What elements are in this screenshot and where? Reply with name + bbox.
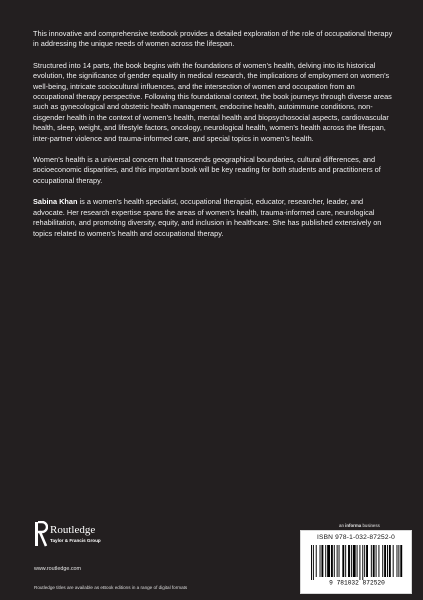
routledge-logo xyxy=(34,521,124,553)
barcode-bar xyxy=(331,545,333,577)
description-paragraph-2: Structured into 14 parts, the book begins with the foundations of women’s health, delving into its historical evolution, the significance of gender equality in medical research, the implications of employment on women’s well-being, intricate sociocultural influences, and the intersection of women and occupation from an occupational therapy perspective. Following this foundational context, the book journeys through diverse areas such as gynecological and obstetric health management, endocrine health, autoimmune conditions, non-cisgender health in the context of women’s health, mental health and biopsychosocial aspects, cardiovascular health, sleep, weight, and lifestyle factors, oncology, neurological health, women’s health across the lifespan, inter-partner violence and trauma-informed care, and special topics in women’s health. xyxy=(33,60,392,143)
publisher-website: www.routledge.com xyxy=(34,566,82,572)
barcode-bar xyxy=(382,545,383,577)
isbn-label: ISBN 978-1-032-87252-0 xyxy=(316,534,396,541)
author-bio-text: is a women’s health specialist, occupational therapist, educator, researcher, leader, and advocate. Her research expertise spans the areas of women’s health, trauma-informed care, neurological rehabilitation, and promoting diversity, equity, and inclusion in healthcare. She has published extensively on topics related to women’s health and occupational therapy. xyxy=(33,197,382,238)
barcode-bar xyxy=(389,545,391,577)
publisher-name: Routledge xyxy=(50,524,96,536)
informa-business-label: an informa business xyxy=(339,523,380,528)
barcode-bar xyxy=(339,545,340,577)
barcode-bar xyxy=(373,545,375,577)
barcode-bar xyxy=(353,545,356,577)
barcode-bar xyxy=(376,545,377,577)
barcode-bar xyxy=(320,545,321,577)
back-cover-text xyxy=(33,29,393,250)
barcode-bar xyxy=(397,545,398,577)
barcode-bar xyxy=(384,545,386,577)
barcode-bar xyxy=(387,545,388,577)
barcode-bar xyxy=(337,545,338,577)
barcode-bar xyxy=(348,545,350,577)
publisher-group: Taylor & Francis Group xyxy=(50,538,101,543)
routledge-logo-icon xyxy=(34,521,48,547)
barcode-digits: 9 781032 872520 xyxy=(329,579,385,586)
author-name: Sabina Khan xyxy=(33,197,78,207)
barcode-bar xyxy=(400,545,402,577)
barcode-bar xyxy=(366,545,368,577)
ebook-note: Routledge titles are available as eBook editions in a range of digital formats xyxy=(34,585,188,590)
description-paragraph-1: This innovative and comprehensive textbook provides a detailed exploration of the role of occupational therapy in addressing the unique needs of women across the lifespan. xyxy=(33,29,393,49)
barcode-bar xyxy=(342,545,344,577)
barcode-graphic xyxy=(305,544,409,586)
barcode-bar xyxy=(351,545,352,577)
barcode-bar xyxy=(325,545,326,577)
isbn-barcode xyxy=(300,530,412,594)
barcode-bar xyxy=(316,545,317,577)
barcode-bar xyxy=(359,545,360,580)
barcode-bar xyxy=(311,545,312,580)
barcode-bar xyxy=(393,545,394,577)
informa-brand: informa xyxy=(345,523,362,528)
description-paragraph-3: Women’s health is a universal concern that transcends geographical boundaries, cultural differences, and socioeconomic disparities, and this important book will be key reading for both students and practitioners of occupational therapy. xyxy=(33,155,381,185)
barcode-bar xyxy=(362,545,363,580)
barcode-bar xyxy=(313,545,314,580)
author-bio xyxy=(33,197,393,239)
barcode-bar xyxy=(398,545,399,577)
barcode-bar xyxy=(378,545,379,577)
barcode-bar xyxy=(321,545,323,577)
barcode-bar xyxy=(364,545,365,577)
barcode-bar xyxy=(371,545,372,577)
barcode-bar xyxy=(357,545,358,577)
barcode-bar xyxy=(334,545,335,577)
barcode-bar xyxy=(327,545,330,577)
barcode-bar xyxy=(345,545,346,577)
